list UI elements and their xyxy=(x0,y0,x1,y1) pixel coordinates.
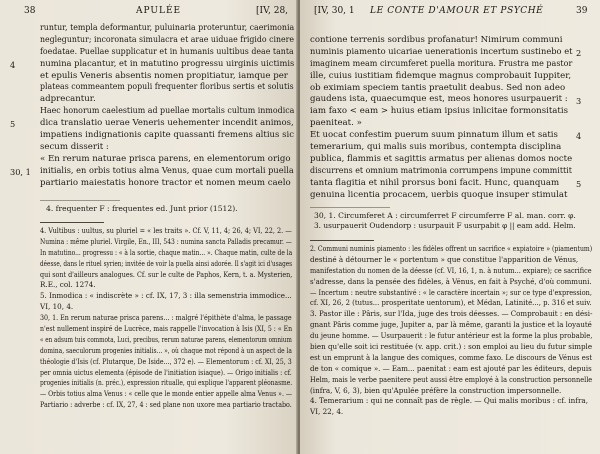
text-line: publica, flammis et sagittis armatus per alienas domos nocte xyxy=(310,153,573,164)
text-line: gnant Pâris comme juge, Jupiter a, par là même, garanti la justice et la loyauté xyxy=(310,320,592,330)
text-line: Numina : même pluriel. Virgile, En., III, 543 : numina sancta Palladis precamur. — xyxy=(40,236,292,246)
text-line: VI, 10, 4. xyxy=(40,302,74,312)
text-line: numinis piamento uicariae uenerationis incertum sustinebo et xyxy=(310,46,573,57)
critical-apparatus xyxy=(314,211,585,231)
text-line: partiario maiestatis honore tractor et nomen meum caelo xyxy=(40,177,291,188)
text-line: cf. XI, 26, 2 (tutus... prosperitate uentorum), et Médan, Latinité..., p. 316 et suiv. xyxy=(310,298,592,308)
text-line: iam faxo < eam > huius etiam ipsius inlicitae formonsitatis xyxy=(310,106,569,117)
text-line: — Incertum : neutre substantivé : « le caractère incertain »; sur ce type d'expression, xyxy=(310,287,592,297)
running-title: LE CONTE D'AMOUR ET PSYCHÉ xyxy=(370,6,544,16)
left-page xyxy=(0,0,298,454)
text-line: 4. Vultibus : uultus, su pluriel = « les traits ». Cf. V, 11, 4; 26, 4; VI, 22, 2. — xyxy=(40,226,292,235)
text-line: runtur, templa deformantur, puluinaria proteruntur, caerimonia xyxy=(40,23,295,33)
text-line: tanta flagitia et nihil prorsus boni facit. Hunc, quanquam xyxy=(310,177,560,188)
text-line: Partiario : adverbe : cf. IX, 27, 4 : sed plane non uxore mea partiario tractabo. xyxy=(40,400,292,410)
text-line: Helm, mais le verbe paenitere peut aussi être employé à la construction personnelle xyxy=(310,374,593,384)
text-line: impatiens indignationis capite quassanti fremens altius sic xyxy=(40,130,295,141)
line-number: 2 xyxy=(576,47,582,58)
text-line: ob eximiam speciem tantis praetulit deabus. Sed non adeo xyxy=(310,82,566,93)
text-line: negleguntur; incoronata simulacra et arae uiduae frigido cinere xyxy=(40,34,295,45)
text-line: initialis, en orbis totius alma Venus, quae cum mortali puella xyxy=(40,165,294,176)
text-line: gaudens ista, quaecumque est, meos honores usurpauerit : xyxy=(310,94,568,105)
text-line: domina, saeculorum progenies initialis... », où chaque mot répond à un aspect de la xyxy=(40,345,292,355)
text-line: théologie d'Isis (cf. Plutarque, De Iside..., 372 e). — Elementorum : cf. XI, 25, 3 xyxy=(40,356,292,366)
text-line: plateas commeantem populi frequenter floribus sertis et solutis xyxy=(40,82,294,93)
text-line: paeniteat. » xyxy=(310,118,362,129)
divider xyxy=(310,240,374,241)
text-line: est un emprunt à la langue des comiques, comme faxo. Le discours de Vénus est xyxy=(310,352,593,362)
line-number: 30, 1 xyxy=(10,166,31,177)
text-line: destiné à détourner le « portentum » que constitue l'apparition de Vénus, xyxy=(310,254,579,264)
divider xyxy=(40,200,120,201)
commentary-notes xyxy=(40,226,298,411)
text-line: et epulis Veneris absentis nomen propitiatur, iamque per xyxy=(40,70,288,81)
text-line: contione terrenis sordibus profanatur! Nimirum communi xyxy=(310,35,563,45)
divider xyxy=(40,222,104,223)
running-title: APULÉE xyxy=(136,6,182,16)
text-line: du jeune homme. — Usurpauerit : le futur antérieur est la forme la plus probable, xyxy=(310,331,593,341)
critical-apparatus: 4. frequenter F : frequentes ed. Junt prior (1512). xyxy=(46,204,238,213)
apparatus-line: 3. usurpauerit Oudendorp : usurpauit F usurpabit φ || eam add. Helm. xyxy=(314,221,576,230)
text-line: numina placantur, et in matutino progressu uirginis uictimis xyxy=(40,58,295,69)
line-number: 4 xyxy=(576,131,582,142)
line-number: 4 xyxy=(10,59,16,70)
chapter-reference: [IV, 28, xyxy=(256,6,289,16)
text-line: secum disserit : xyxy=(40,141,109,152)
text-line: In matutino... progressu : « à la sortie, chaque matin... ». Chaque matin, culte de la xyxy=(40,247,293,257)
latin-text xyxy=(310,35,594,201)
line-number: 5 xyxy=(576,178,582,189)
text-line: déesse, dans le rituel syrien; invitée de voir la puella ainsi adorée. Il s'agit ici d'usages xyxy=(40,258,293,268)
text-line: Et uocat confestim puerum suum pinnatum illum et satis xyxy=(310,130,558,141)
text-line: dica translatio uerae Veneris uehementer incendit animos, xyxy=(40,118,294,129)
text-line: R.E., col. 1274. xyxy=(40,280,96,290)
text-line: bien qu'elle soit ici restituée (v. app. crit.) : son emploi au lieu du futur simple xyxy=(310,342,593,352)
line-number: 5 xyxy=(10,119,16,130)
text-line: qui sont d'ailleurs analogues. Cf. sur le culte de Paphos, Kern, t. a. Mysterien, xyxy=(40,269,293,279)
text-line: 30, 1. En rerum naturae prisca parens... : malgré l'épithète d'alma, le passage xyxy=(40,313,292,323)
line-number: 3 xyxy=(576,95,582,106)
latin-text xyxy=(10,23,298,189)
text-line: s'adresse, dans la pensée des fidèles, à Vénus, en fait à Psyché, d'où communi. xyxy=(310,276,592,286)
text-line: VI, 22, 4. xyxy=(310,407,344,417)
text-line: 5. Inmodica : « indiscrète » : cf. IX, 17, 3 : illa semenstria immodice... xyxy=(40,291,292,301)
text-line: « En rerum naturae prisca parens, en elementorum origo xyxy=(40,153,291,164)
text-line: per omnia uictus elementa (épisode de l'initiation isiaque). — Origo initialis : cf. xyxy=(40,367,292,377)
text-line: 4. Temerarium : qui ne connaît pas de règle. — Qui malis moribus : cf. infra, xyxy=(310,396,588,406)
text-line: 3. Pastor ille : Pâris, sur l'Ida, juge des trois déesses. — Comprobauit : en dési- xyxy=(310,309,593,319)
page-number: 38 xyxy=(24,6,36,16)
text-line: 2. Communi numinis piamento : les fidèles offrent un sacrifice « expiatoire » (piamentum) xyxy=(310,244,593,253)
text-line: manifestation du nomen de la déesse (cf. VI, 16, 1, n. à nutum... expiare); ce sacrifice xyxy=(310,265,592,275)
apparatus-line: 30, 1. Circumferet A : circumferret F circumferre F al. man. corr. φ. xyxy=(314,211,576,220)
text-line: genuina licentia procacem, uerbis quoque insuper stimulat xyxy=(310,189,568,200)
text-line: Haec honorum caelestium ad puellae mortalis cultum inmodica xyxy=(40,106,295,117)
text-line: foedatae. Puellae supplicatur et in humanis uultibus deae tanta xyxy=(40,46,294,57)
text-line: — Orbis totius alma Venus : « celle que le monde entier appelle alma Venus ». — xyxy=(40,389,293,399)
text-line: discurrens et omnium matrimonia corrumpens impune committit xyxy=(310,165,572,176)
text-line: n'est nullement inspiré de Lucrèce, mais rappelle l'invocation à Isis (XI, 5 : « En xyxy=(40,324,293,334)
text-line: imaginem meam circumferet puella moritura. Frustra me pastor xyxy=(310,58,573,69)
text-line: adprecantur. xyxy=(40,94,96,105)
divider xyxy=(310,207,390,208)
right-page xyxy=(300,0,600,454)
text-line: (infra, V, 6, 3), bien qu'Apulée préfère la construction impersonnelle. xyxy=(310,385,562,395)
text-line: temerarium, qui malis suis moribus, contempta disciplina xyxy=(310,142,562,153)
text-line: « en adsum tuis commota, Luci, precibus, rerum naturae parens, elementorum omnium xyxy=(40,334,292,344)
text-line: ille, cuius iustitiam fidemque magnus comprobauit Iuppiter, xyxy=(310,70,572,81)
text-line: progenies initialis (n. préc.), expression ritualle, qui explique l'apparent pléonasme. xyxy=(40,378,293,388)
text-line: de ton « comique ». — Eam... paenitat : eam est ajouté par les éditeurs, depuis xyxy=(310,363,592,373)
commentary-notes xyxy=(310,244,600,418)
page-number: 39 xyxy=(576,6,588,16)
chapter-reference: [IV, 30, 1 xyxy=(314,6,355,16)
